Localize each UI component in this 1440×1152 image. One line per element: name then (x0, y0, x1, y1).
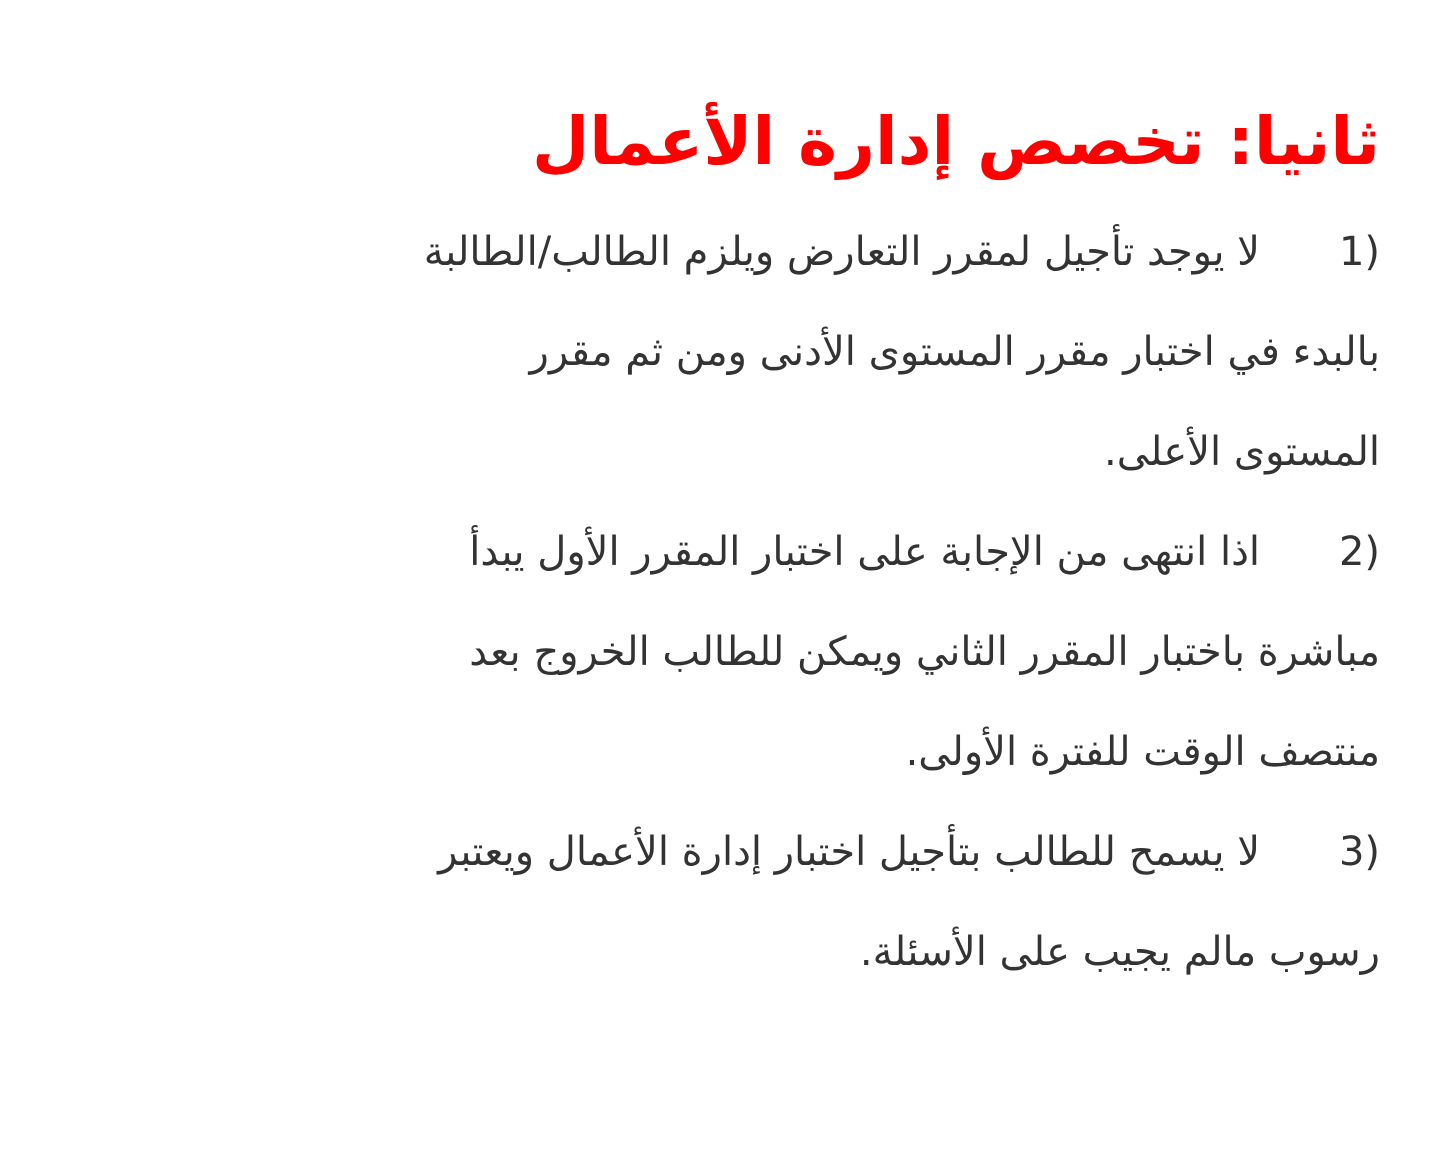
rule-line (60, 202, 1380, 302)
rule-text (60, 502, 1380, 802)
rule-line: منتصف الوقت للفترة الأولى. (905, 729, 1380, 775)
rule-text (60, 202, 1380, 502)
section-title: ثانيا: تخصص إدارة الأعمال (531, 103, 1380, 180)
rule-line: المستوى الأعلى. (1104, 429, 1380, 475)
rule-number: 3) (1338, 829, 1380, 875)
rule-line-text: اذا انتهى من الإجابة على اختبار المقرر الأول يبدأ (469, 529, 1260, 575)
rule-number: 2) (1338, 529, 1380, 575)
rule-item-3 (60, 802, 1380, 1002)
rule-number: 1) (1338, 229, 1380, 275)
rule-line-text: لا يوجد تأجيل لمقرر التعارض ويلزم الطالب/الطالبة (423, 229, 1260, 275)
rule-line (60, 802, 1380, 902)
document-page (60, 82, 1380, 1002)
rule-item-1 (60, 202, 1380, 502)
rule-line: رسوب مالم يجيب على الأسئلة. (859, 929, 1380, 975)
rule-line-text: لا يسمح للطالب بتأجيل اختبار إدارة الأعمال ويعتبر (438, 829, 1260, 875)
rule-item-2 (60, 502, 1380, 802)
rule-line (60, 502, 1380, 602)
rules-list (60, 202, 1380, 1002)
rule-line: مباشرة باختبار المقرر الثاني ويمكن للطالب الخروج بعد (469, 629, 1380, 675)
rule-line: بالبدء في اختبار مقرر المستوى الأدنى ومن ثم مقرر (529, 329, 1380, 375)
rule-text (60, 802, 1380, 1002)
